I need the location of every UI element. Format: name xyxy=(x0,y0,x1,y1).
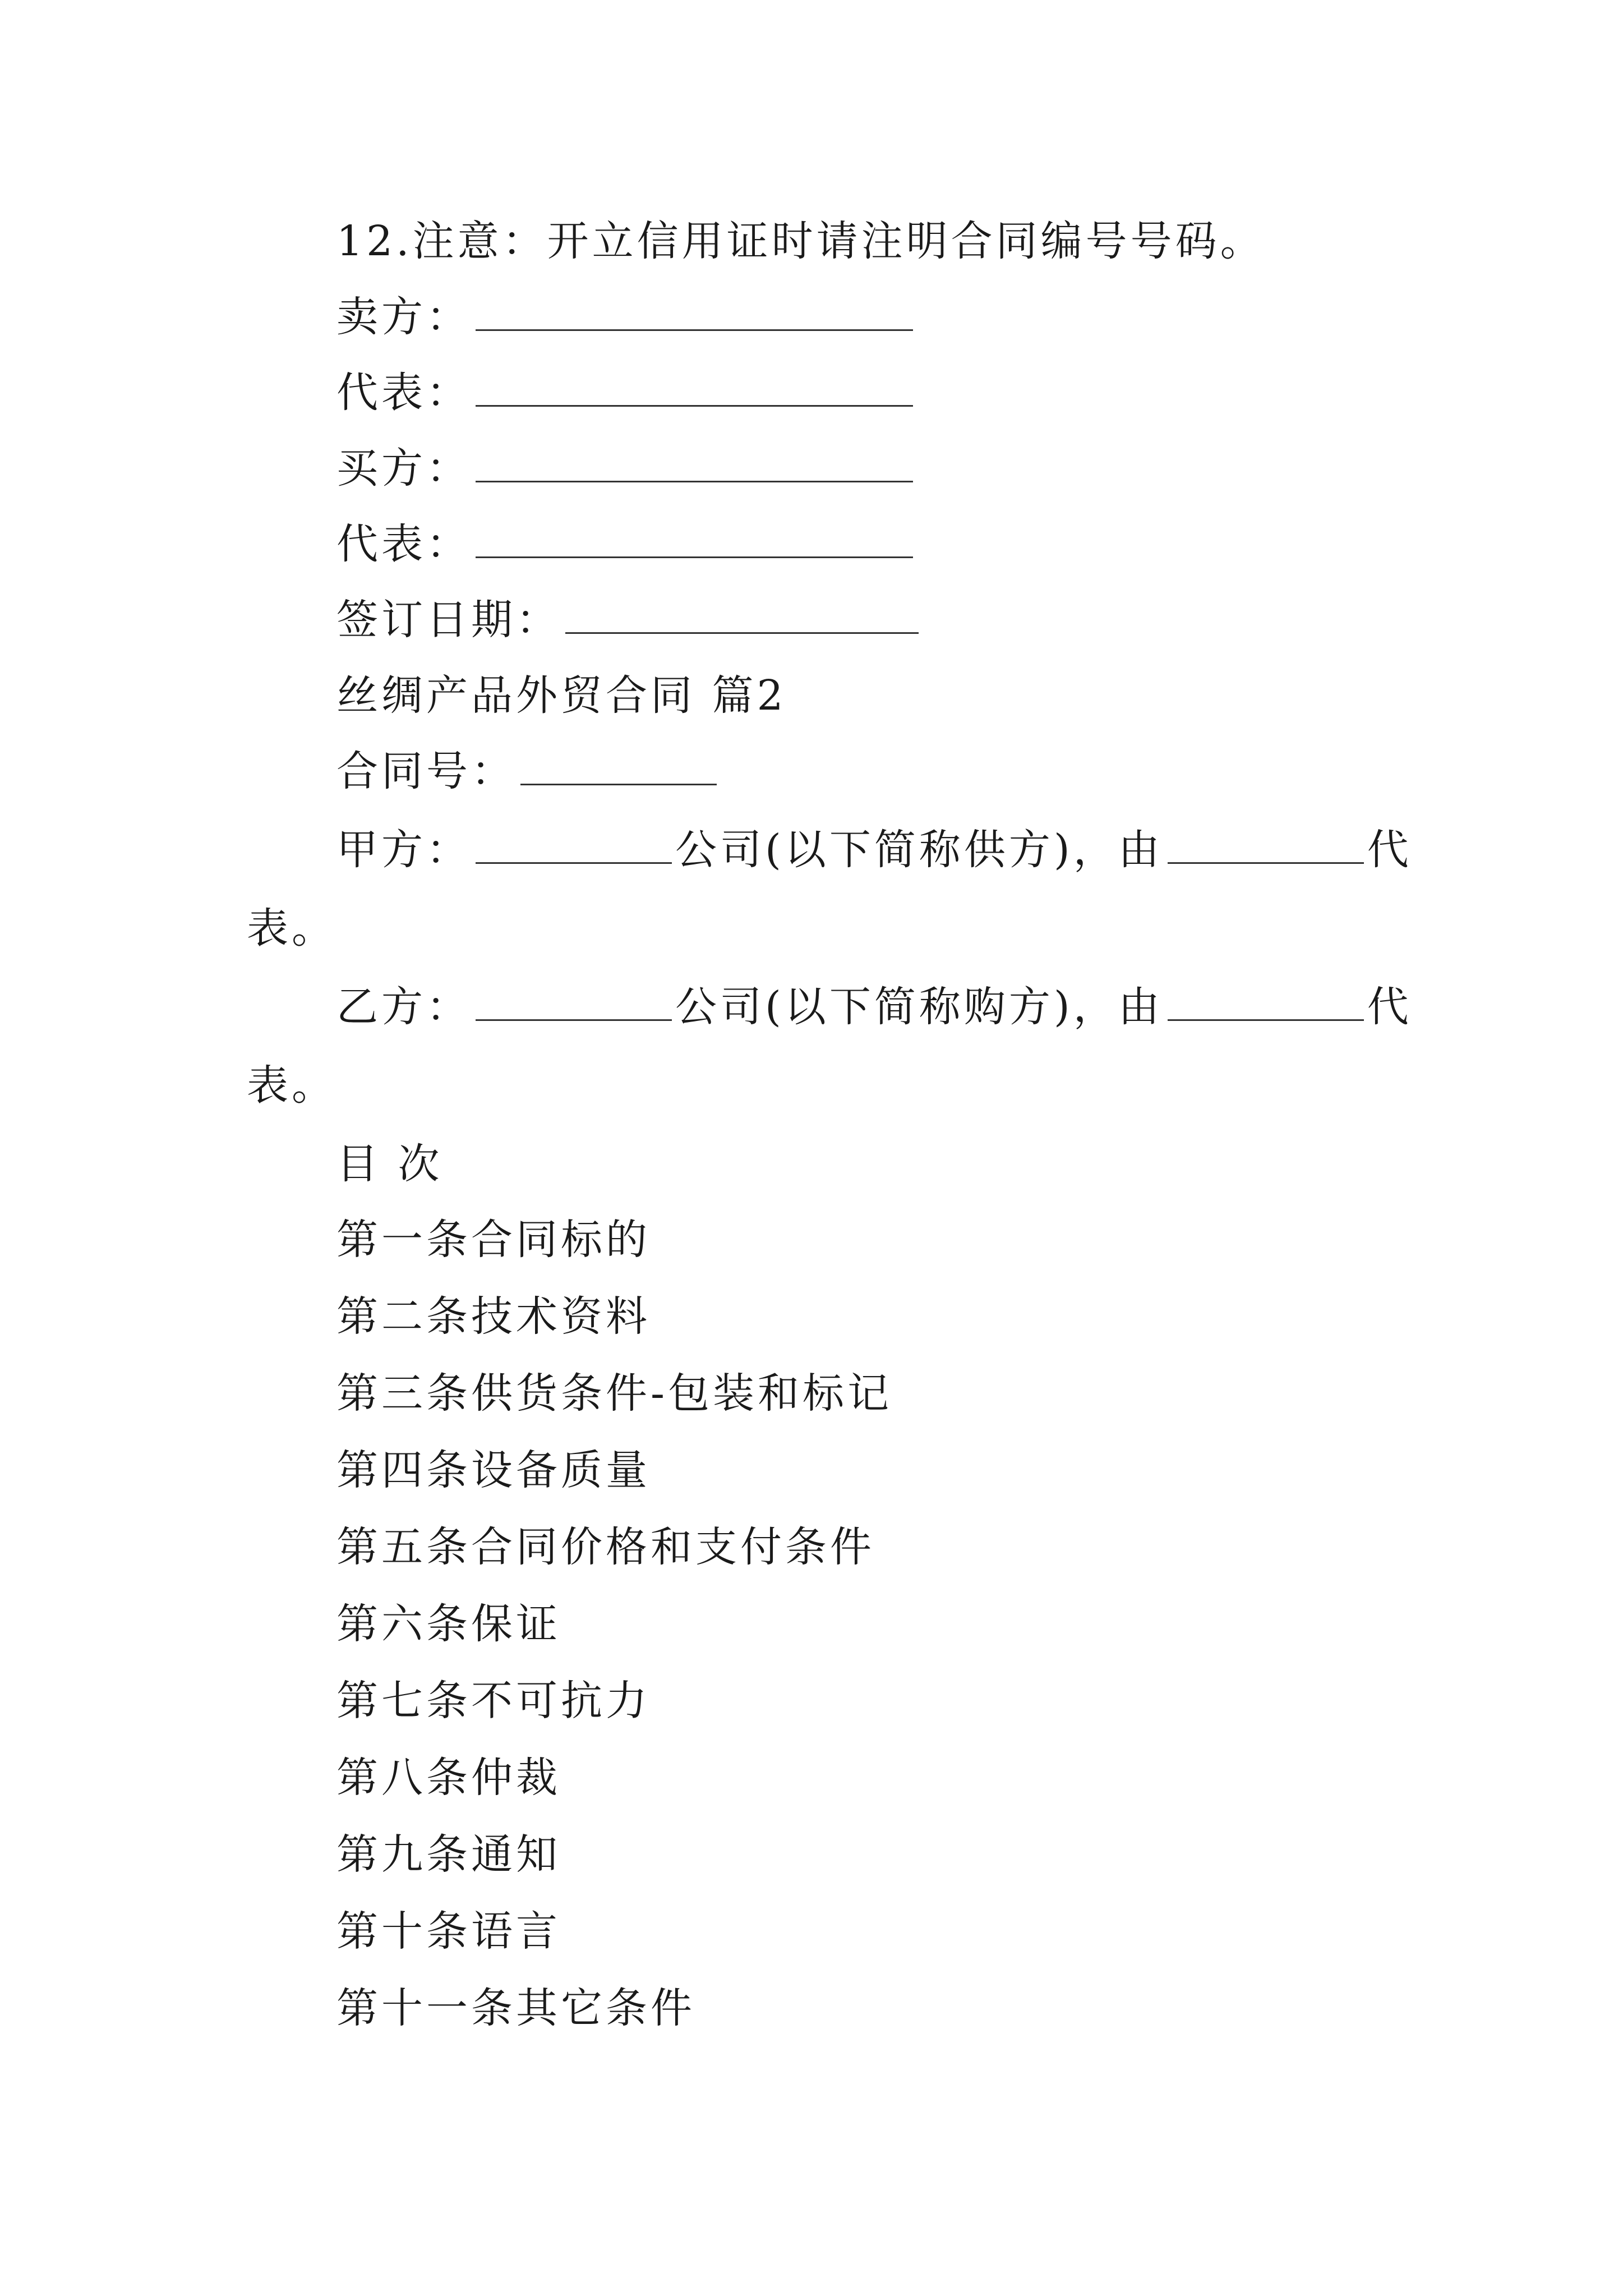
toc-title: 目 次 xyxy=(336,1140,443,1188)
toc-item: 第二条技术资料 xyxy=(336,1292,651,1341)
date-label: 签订日期： xyxy=(336,596,561,644)
party-b-middle: 公司(以下简称购方)，由 xyxy=(675,983,1163,1031)
seller-signature-line xyxy=(336,289,913,345)
party-a-continuation: 表。 xyxy=(247,904,336,953)
rep2-blank xyxy=(476,521,913,558)
toc-item: 第四条设备质量 xyxy=(336,1446,651,1494)
party-b-continuation: 表。 xyxy=(247,1061,336,1110)
rep1-label: 代表： xyxy=(336,369,471,417)
party-b-end: 代 xyxy=(1367,983,1412,1031)
rep2-label: 代表： xyxy=(336,520,471,568)
toc-item: 第九条通知 xyxy=(336,1830,561,1879)
section-title: 丝绸产品外贸合同 篇2 xyxy=(336,671,787,720)
toc-item: 第五条合同价格和支付条件 xyxy=(336,1523,875,1571)
buyer-signature-line xyxy=(336,440,913,496)
party-a-company-blank xyxy=(476,826,672,864)
party-b-label: 乙方： xyxy=(336,983,471,1031)
seller-label: 卖方： xyxy=(336,293,471,341)
toc-item: 第七条不可抗力 xyxy=(336,1677,651,1725)
party-a-end: 代 xyxy=(1367,826,1412,874)
toc-item: 第十条语言 xyxy=(336,1907,561,1955)
party-b-line xyxy=(336,979,1412,1035)
date-blank xyxy=(565,596,919,634)
party-b-rep-blank xyxy=(1168,983,1364,1021)
contract-no-blank xyxy=(520,748,717,785)
rep1-blank xyxy=(476,369,913,407)
toc-item: 第六条保证 xyxy=(336,1600,561,1648)
party-a-line xyxy=(336,822,1412,878)
buyer-blank xyxy=(476,445,913,482)
toc-item: 第三条供货条件-包装和标记 xyxy=(336,1369,893,1418)
toc-item: 第一条合同标的 xyxy=(336,1216,651,1264)
toc-item: 第十一条其它条件 xyxy=(336,1984,695,2032)
rep2-signature-line xyxy=(336,516,913,572)
party-b-company-blank xyxy=(476,983,672,1021)
note-line: 12.注意：开立信用证时请注明合同编号号码。 xyxy=(336,217,1265,265)
seller-blank xyxy=(476,293,913,331)
party-a-middle: 公司(以下简称供方)，由 xyxy=(675,826,1163,874)
buyer-label: 买方： xyxy=(336,444,471,493)
rep1-signature-line xyxy=(336,365,913,421)
date-signature-line xyxy=(336,592,919,648)
contract-no-label: 合同号： xyxy=(336,747,516,795)
party-a-label: 甲方： xyxy=(336,826,471,874)
contract-no-line xyxy=(336,743,717,799)
party-a-rep-blank xyxy=(1168,826,1364,864)
toc-item: 第八条仲裁 xyxy=(336,1754,561,1802)
